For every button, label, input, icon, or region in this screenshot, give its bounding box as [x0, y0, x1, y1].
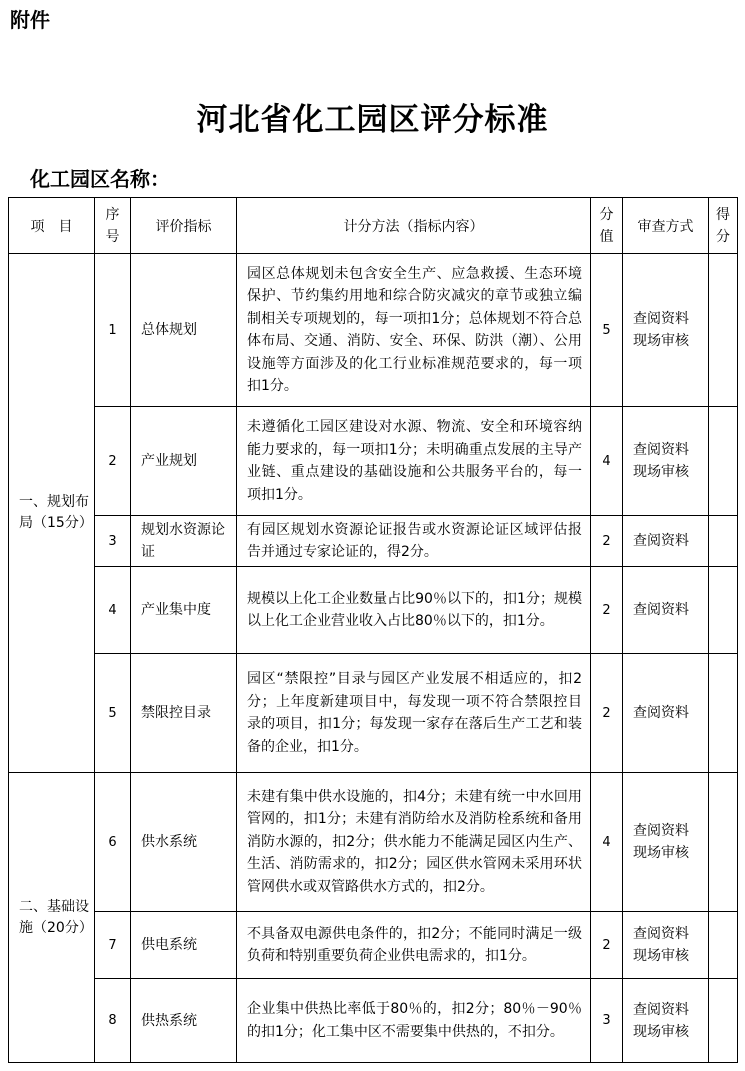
row-got-cell[interactable]: [709, 654, 738, 773]
row-check: 查阅资料 现场审核: [623, 254, 709, 407]
row-check: 查阅资料 现场审核: [623, 407, 709, 516]
header-score: [591, 198, 623, 254]
header-method: 计分方法（指标内容）: [237, 198, 591, 254]
row-no: 1: [95, 254, 131, 407]
table-row: [9, 912, 738, 979]
header-got-line1: 得: [716, 206, 730, 223]
header-got-line2: 分: [716, 228, 730, 245]
row-check: 查阅资料: [623, 516, 709, 567]
group-cell: 二、基础设施（20分）: [9, 773, 95, 1063]
row-check: 查阅资料 现场审核: [623, 912, 709, 979]
row-indicator: 供水系统: [131, 773, 237, 912]
row-score: 2: [591, 567, 623, 654]
row-indicator: 禁限控目录: [131, 654, 237, 773]
table-row: [9, 567, 738, 654]
scoring-table: [8, 197, 738, 1063]
row-indicator: 规划水资源论证: [131, 516, 237, 567]
header-check: 审查方式: [623, 198, 709, 254]
row-check: 查阅资料 现场审核: [623, 773, 709, 912]
row-method: 不具备双电源供电条件的，扣2分；不能同时满足一级负荷和特别重要负荷企业供电需求的，扣1分。: [237, 912, 591, 979]
row-got-cell[interactable]: [709, 773, 738, 912]
park-name-label: 化工园区名称：: [30, 167, 170, 191]
attachment-label: 附件: [10, 8, 50, 32]
table-row: [9, 773, 738, 912]
row-method: 园区总体规划未包含安全生产、应急救援、生态环境保护、节约集约用地和综合防灾减灾的章节或独立编制相关专项规划的，每一项扣1分；总体规划不符合总体布局、交通、消防、安全、环保、防洪（潮）、公用设施等方面涉及的化工行业标准规范要求的，每一项扣1分。: [237, 254, 591, 407]
row-method: 企业集中供热比率低于80％的，扣2分；80％－90％的扣1分；化工集中区不需要集中供热的，不扣分。: [237, 979, 591, 1063]
table-row: [9, 407, 738, 516]
row-method: 未建有集中供水设施的，扣4分；未建有统一中水回用管网的，扣1分；未建有消防给水及消防栓系统和备用消防水源的，扣2分；供水能力不能满足园区内生产、生活、消防需求的，扣2分；园区供水管网未采用环状管网供水或双管路供水方式的，扣2分。: [237, 773, 591, 912]
row-check: 查阅资料: [623, 654, 709, 773]
row-no: 7: [95, 912, 131, 979]
header-item: 项 目: [9, 198, 95, 254]
row-indicator: 产业规划: [131, 407, 237, 516]
row-method: 有园区规划水资源论证报告或水资源论证区域评估报告并通过专家论证的，得2分。: [237, 516, 591, 567]
header-score-line1: 分: [599, 206, 614, 223]
row-score: 4: [591, 773, 623, 912]
row-score: 2: [591, 912, 623, 979]
row-no: 6: [95, 773, 131, 912]
row-no: 3: [95, 516, 131, 567]
row-got-cell[interactable]: [709, 407, 738, 516]
row-indicator: 产业集中度: [131, 567, 237, 654]
row-score: 3: [591, 979, 623, 1063]
row-score: 2: [591, 654, 623, 773]
header-no-line1: 序: [105, 206, 120, 223]
row-got-cell[interactable]: [709, 567, 738, 654]
header-no-line2: 号: [105, 228, 120, 245]
group-cell: 一、规划布局（15分）: [9, 254, 95, 773]
row-got-cell[interactable]: [709, 516, 738, 567]
row-got-cell[interactable]: [709, 912, 738, 979]
row-no: 4: [95, 567, 131, 654]
row-score: 5: [591, 254, 623, 407]
header-score-line2: 值: [599, 228, 614, 245]
header-indicator: 评价指标: [131, 198, 237, 254]
table-row: [9, 516, 738, 567]
row-got-cell[interactable]: [709, 254, 738, 407]
row-no: 5: [95, 654, 131, 773]
row-check: 查阅资料: [623, 567, 709, 654]
row-method: 未遵循化工园区建设对水源、物流、安全和环境容纳能力要求的，每一项扣1分；未明确重点发展的主导产业链、重点建设的基础设施和公共服务平台的，每一项扣1分。: [237, 407, 591, 516]
row-score: 2: [591, 516, 623, 567]
row-score: 4: [591, 407, 623, 516]
row-indicator: 总体规划: [131, 254, 237, 407]
row-got-cell[interactable]: [709, 979, 738, 1063]
row-indicator: 供热系统: [131, 979, 237, 1063]
row-no: 2: [95, 407, 131, 516]
table-row: [9, 979, 738, 1063]
table-header-row: [9, 198, 738, 254]
page-title: 河北省化工园区评分标准: [196, 102, 549, 138]
row-check: 查阅资料 现场审核: [623, 979, 709, 1063]
row-method: 园区“禁限控”目录与园区产业发展不相适应的，扣2分；上年度新建项目中，每发现一项不符合禁限控目录的项目，扣1分；每发现一家存在落后生产工艺和装备的企业，扣1分。: [237, 654, 591, 773]
table-row: [9, 654, 738, 773]
table-row: [9, 254, 738, 407]
row-no: 8: [95, 979, 131, 1063]
header-no: [95, 198, 131, 254]
row-indicator: 供电系统: [131, 912, 237, 979]
row-method: 规模以上化工企业数量占比90％以下的，扣1分；规模以上化工企业营业收入占比80％以下的，扣1分。: [237, 567, 591, 654]
header-got: [709, 198, 738, 254]
